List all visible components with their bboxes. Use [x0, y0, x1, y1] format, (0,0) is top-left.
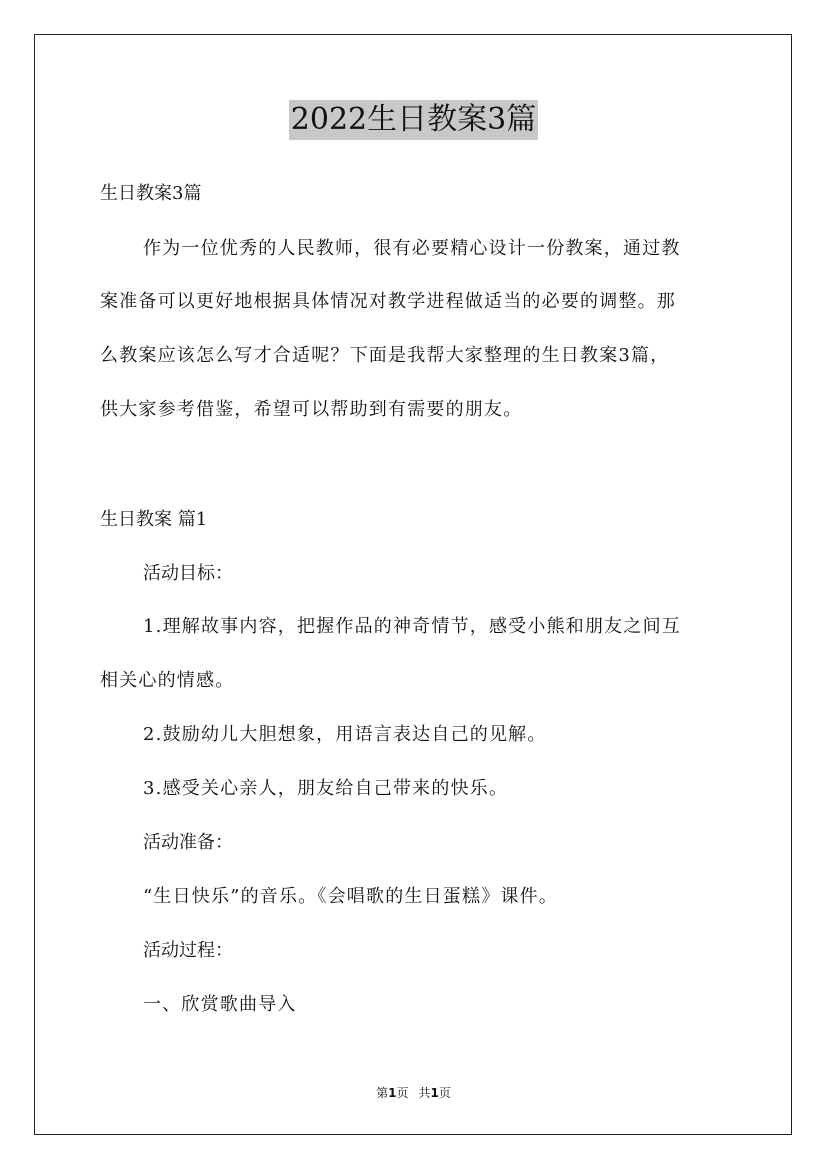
process-label: 活动过程：: [143, 940, 233, 961]
step-1: 一、欣赏歌曲导入: [143, 994, 297, 1015]
goal-2: 2.鼓励幼儿大胆想象，用语言表达自己的见解。: [143, 724, 547, 745]
title-container: [0, 100, 827, 140]
total-pages: 1: [430, 1086, 439, 1100]
goals-label: 活动目标：: [143, 563, 233, 584]
goal-1-line-1: 1.理解故事内容，把握作品的神奇情节，感受小熊和朋友之间互: [143, 616, 681, 637]
document-title: 2022生日教案3篇: [289, 100, 538, 140]
page-footer: [0, 1085, 827, 1101]
intro-line-4: 供大家参考借鉴，希望可以帮助到有需要的朋友。: [100, 399, 523, 420]
intro-line-1: 作为一位优秀的人民教师，很有必要精心设计一份教案，通过教: [143, 238, 681, 259]
prep-label: 活动准备：: [143, 832, 233, 853]
goal-3: 3.感受关心亲人，朋友给自己带来的快乐。: [143, 778, 509, 799]
prep-text: “生日快乐”的音乐。《会唱歌的生日蛋糕》课件。: [143, 886, 559, 907]
total-prefix: 共: [418, 1086, 431, 1100]
page-number: 1: [388, 1086, 397, 1100]
total-suffix: 页: [438, 1086, 451, 1100]
intro-line-3: 么教案应该怎么写才合适呢？下面是我帮大家整理的生日教案3篇，: [100, 345, 670, 366]
page-prefix: 第: [376, 1086, 389, 1100]
document-subtitle: 生日教案3篇: [100, 183, 202, 204]
intro-line-2: 案准备可以更好地根据具体情况对教学进程做适当的必要的调整。那: [100, 291, 676, 312]
page-suffix: 页: [396, 1086, 409, 1100]
section-heading: 生日教案 篇1: [100, 509, 208, 530]
goal-1-line-2: 相关心的情感。: [100, 670, 235, 691]
